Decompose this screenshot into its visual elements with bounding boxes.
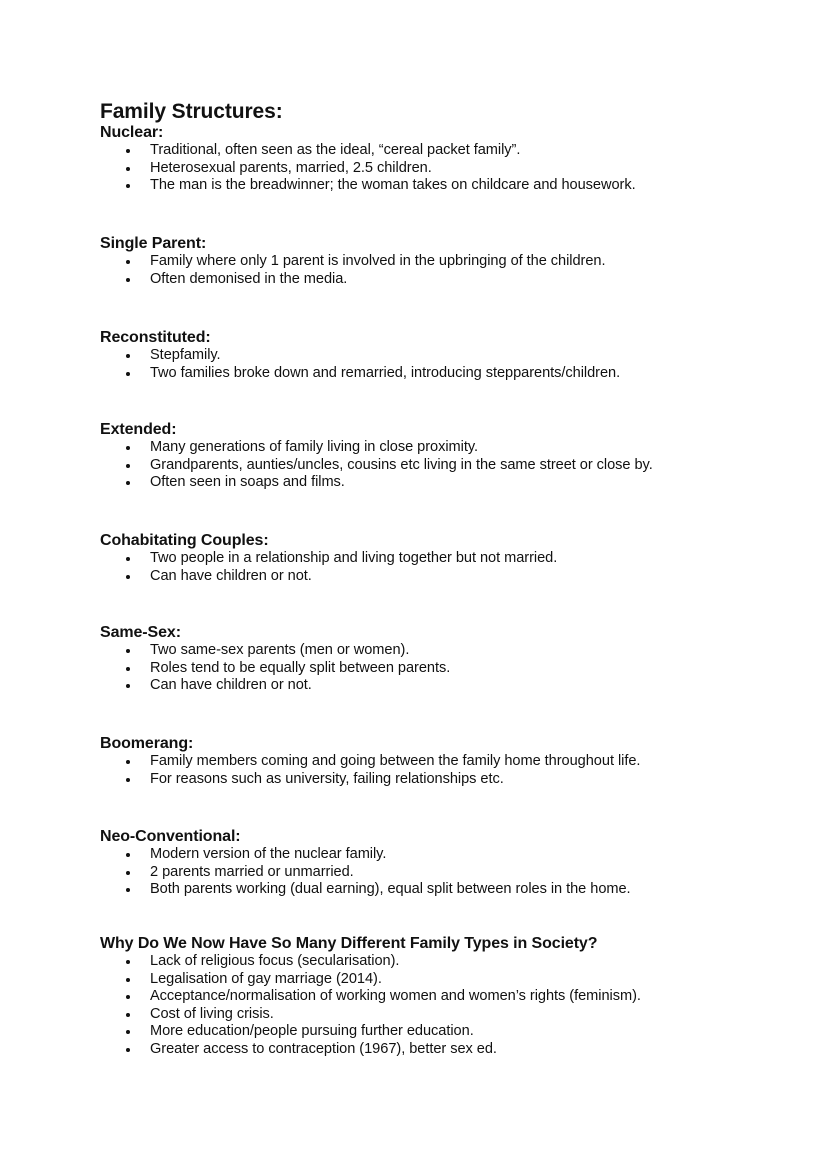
section-heading: Cohabitating Couples:: [100, 532, 269, 549]
bullet-icon: [126, 778, 130, 782]
list-item-text: Both parents working (dual earning), equal split between roles in the home.: [150, 881, 631, 898]
list-item-text: Family where only 1 parent is involved in the upbringing of the children.: [150, 253, 606, 269]
list-item-text: Grandparents, aunties/uncles, cousins etc living in the same street or close by.: [150, 456, 653, 473]
section-heading: Reconstituted:: [100, 329, 211, 346]
list-item-text: Lack of religious focus (secularisation).: [150, 953, 400, 969]
list-item: [100, 660, 800, 678]
bullet-list: [100, 642, 800, 695]
list-item-text: Two families broke down and remarried, introducing stepparents/children.: [150, 364, 621, 381]
bullet-icon: [126, 1030, 130, 1034]
bullet-icon: [126, 1013, 130, 1017]
list-item-text: Legalisation of gay marriage (2014).: [150, 970, 382, 987]
list-item: [100, 568, 800, 586]
list-item: [100, 439, 800, 457]
bullet-icon: [126, 464, 130, 468]
list-item: [100, 1006, 800, 1024]
section-nuclear: [100, 124, 800, 195]
bullet-icon: [126, 649, 130, 653]
bullet-icon: [126, 446, 130, 450]
bullet-icon: [126, 354, 130, 358]
list-item-text: Two people in a relationship and living together but not married.: [150, 550, 558, 566]
bullet-icon: [126, 995, 130, 999]
bullet-list: [100, 347, 800, 382]
bullet-icon: [126, 278, 130, 282]
section-heading: Single Parent:: [100, 235, 207, 252]
list-item-text: Often demonised in the media.: [150, 270, 348, 287]
section-heading: Why Do We Now Have So Many Different Family Types in Society?: [100, 935, 598, 952]
bullet-icon: [126, 260, 130, 264]
bullet-icon: [126, 667, 130, 671]
list-item: [100, 365, 800, 383]
bullet-list: [100, 753, 800, 788]
page-title: Family Structures:: [100, 100, 283, 123]
bullet-icon: [126, 853, 130, 857]
section-heading: Neo-Conventional:: [100, 828, 241, 845]
bullet-icon: [126, 372, 130, 376]
section-heading: Nuclear:: [100, 124, 164, 141]
bullet-icon: [126, 760, 130, 764]
list-item-text: Family members coming and going between the family home throughout life.: [150, 753, 641, 769]
list-item: [100, 677, 800, 695]
list-item: [100, 988, 800, 1006]
bullet-icon: [126, 481, 130, 485]
section-single-parent: [100, 235, 800, 288]
section-heading: Boomerang:: [100, 735, 194, 752]
bullet-icon: [126, 871, 130, 875]
section-same-sex: [100, 624, 800, 695]
list-item-text: More education/people pursuing further education.: [150, 1023, 474, 1040]
list-item: [100, 1041, 800, 1059]
list-item-text: Two same-sex parents (men or women).: [150, 642, 410, 658]
bullet-icon: [126, 184, 130, 188]
section-cohabitating-couples: [100, 532, 800, 585]
list-item: [100, 771, 800, 789]
bullet-list: [100, 953, 800, 1059]
list-item-text: For reasons such as university, failing relationships etc.: [150, 770, 504, 787]
list-item: [100, 474, 800, 492]
section-heading: Extended:: [100, 421, 177, 438]
bullet-list: [100, 846, 800, 899]
bullet-icon: [126, 978, 130, 982]
list-item: [100, 271, 800, 289]
section-extended: [100, 421, 800, 492]
list-item-text: Heterosexual parents, married, 2.5 children.: [150, 159, 432, 176]
list-item: [100, 177, 800, 195]
bullet-icon: [126, 888, 130, 892]
list-item: [100, 457, 800, 475]
list-item-text: The man is the breadwinner; the woman takes on childcare and housework.: [150, 177, 636, 194]
list-item: [100, 253, 800, 271]
section-boomerang: [100, 735, 800, 788]
list-item-text: Can have children or not.: [150, 677, 312, 694]
bullet-icon: [126, 149, 130, 153]
bullet-list: [100, 142, 800, 195]
list-item: [100, 971, 800, 989]
list-item-text: Can have children or not.: [150, 567, 312, 584]
list-item-text: Greater access to contraception (1967), better sex ed.: [150, 1040, 497, 1057]
section-reconstituted: [100, 329, 800, 382]
list-item-text: Modern version of the nuclear family.: [150, 846, 387, 862]
section-why-different-family-types: [100, 935, 800, 1059]
section-heading: Same-Sex:: [100, 624, 181, 641]
list-item: [100, 347, 800, 365]
bullet-list: [100, 550, 800, 585]
list-item-text: Stepfamily.: [150, 347, 221, 363]
bullet-icon: [126, 684, 130, 688]
list-item-text: Cost of living crisis.: [150, 1005, 274, 1022]
list-item: [100, 753, 800, 771]
list-item-text: Traditional, often seen as the ideal, “cereal packet family”.: [150, 142, 521, 158]
bullet-list: [100, 253, 800, 288]
bullet-icon: [126, 575, 130, 579]
bullet-list: [100, 439, 800, 492]
bullet-icon: [126, 167, 130, 171]
list-item: [100, 846, 800, 864]
list-item: [100, 160, 800, 178]
list-item: [100, 864, 800, 882]
list-item: [100, 1023, 800, 1041]
list-item: [100, 881, 800, 899]
bullet-icon: [126, 557, 130, 561]
list-item-text: 2 parents married or unmarried.: [150, 863, 354, 880]
list-item: [100, 953, 800, 971]
list-item: [100, 642, 800, 660]
list-item: [100, 142, 800, 160]
list-item-text: Often seen in soaps and films.: [150, 474, 345, 491]
section-neo-conventional: [100, 828, 800, 899]
bullet-icon: [126, 960, 130, 964]
list-item-text: Acceptance/normalisation of working women and women’s rights (feminism).: [150, 988, 641, 1005]
list-item-text: Many generations of family living in close proximity.: [150, 439, 479, 455]
bullet-icon: [126, 1048, 130, 1052]
list-item: [100, 550, 800, 568]
list-item-text: Roles tend to be equally split between parents.: [150, 659, 451, 676]
